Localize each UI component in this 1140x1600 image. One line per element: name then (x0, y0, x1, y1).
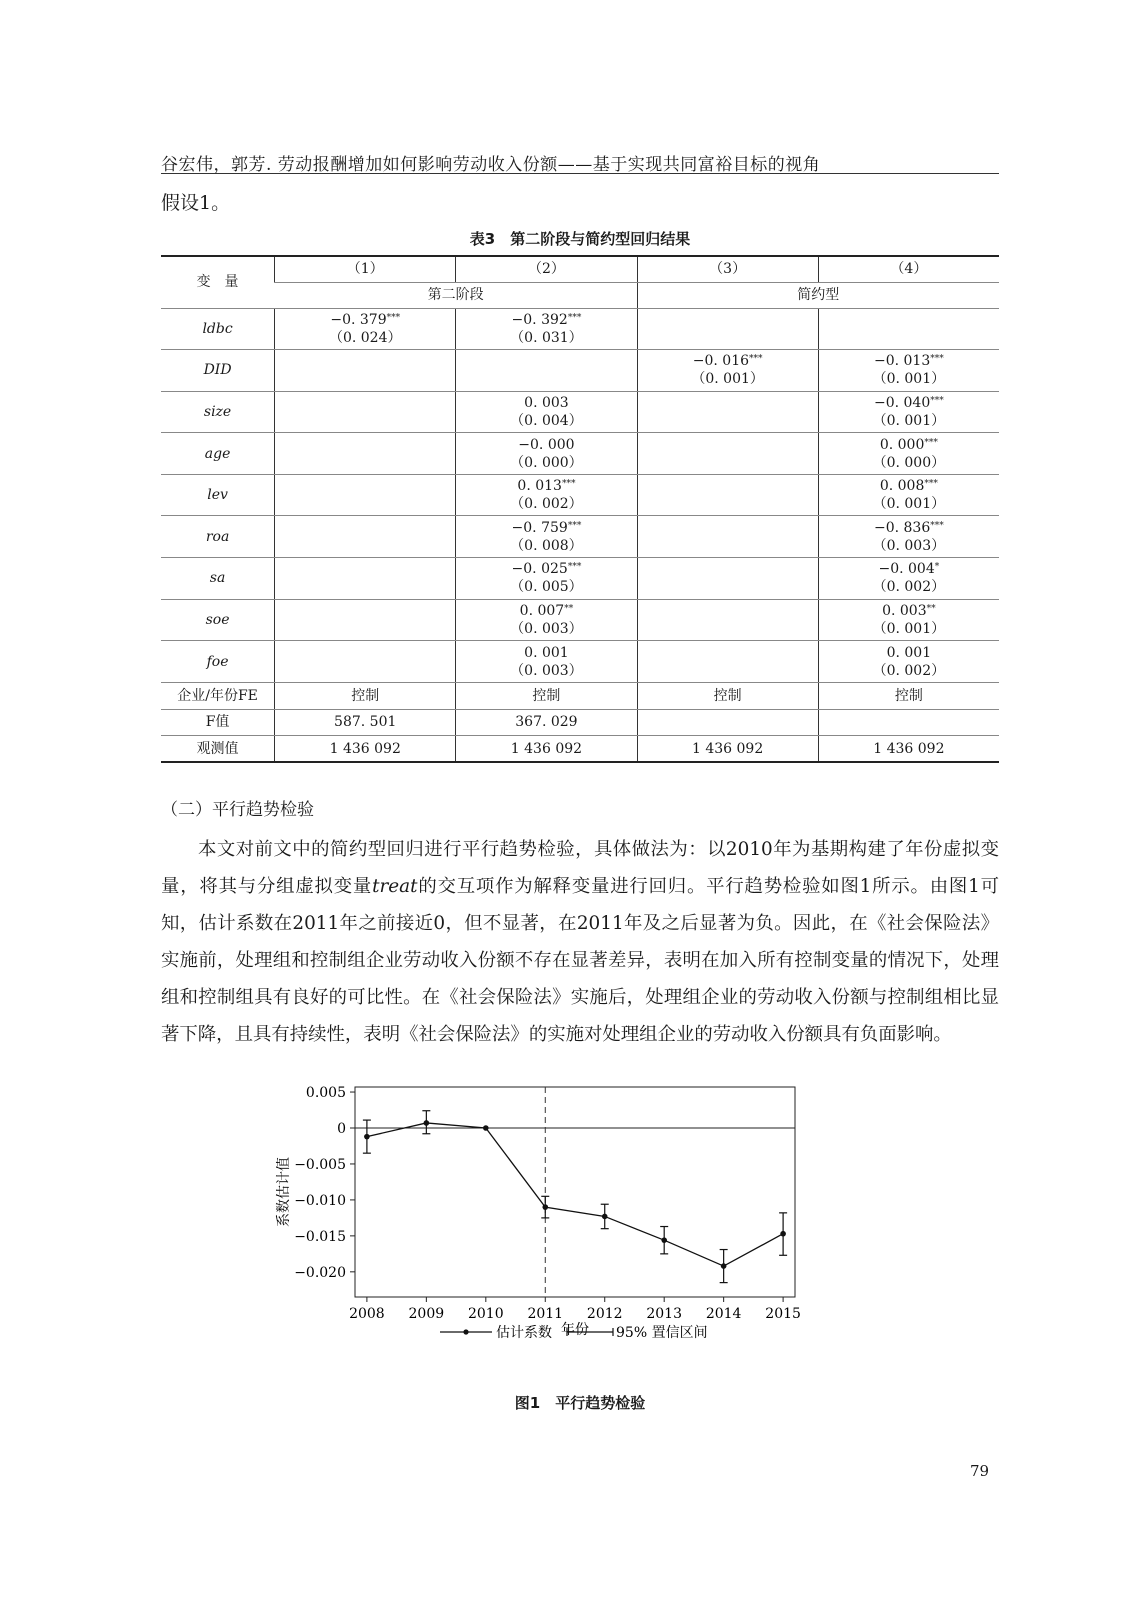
std-error: （0. 001） (872, 371, 946, 388)
footer-cell: 1 436 092 (456, 736, 637, 763)
footer-cell: 控制 (275, 682, 456, 709)
chart-svg (270, 1060, 830, 1390)
coef-cell (637, 350, 818, 392)
coef-cell (275, 558, 456, 600)
coefficient: −0. 004* (878, 561, 940, 578)
coefficient: −0. 040*** (873, 394, 944, 411)
coef-cell (637, 641, 818, 683)
page-number: 79 (970, 1462, 990, 1480)
coefficient-point (602, 1214, 608, 1220)
x-tick-label: 2012 (586, 1306, 623, 1322)
coef-cell (818, 433, 999, 475)
coefficient: −0. 013*** (873, 353, 944, 370)
coef-cell (637, 433, 818, 475)
footer-cell: 1 436 092 (275, 736, 456, 763)
coef-cell (818, 516, 999, 558)
significance-stars: *** (924, 437, 938, 448)
coef-cell (456, 308, 637, 350)
variable-name: lev (161, 474, 275, 516)
coef-cell (275, 391, 456, 433)
coef-cell (275, 641, 456, 683)
std-error: （0. 001） (872, 412, 946, 429)
footer-cell: 1 436 092 (818, 736, 999, 763)
col-header-3: （3） (637, 256, 818, 282)
significance-stars: *** (386, 312, 401, 323)
coef-cell (818, 474, 999, 516)
coef-cell (456, 558, 637, 600)
plot-frame (355, 1087, 795, 1297)
coef-cell (275, 474, 456, 516)
std-error: （0. 008） (510, 537, 583, 554)
coef-cell (637, 474, 818, 516)
coef-cell (818, 558, 999, 600)
coefficient: −0. 016*** (692, 353, 763, 370)
coef-cell (456, 516, 637, 558)
coef-cell (456, 641, 637, 683)
footer-cell: 控制 (456, 682, 637, 709)
x-axis-label: 年份 (561, 1322, 589, 1338)
std-error: （0. 001） (872, 496, 946, 513)
significance-stars: * (934, 562, 940, 573)
std-error: （0. 004） (510, 412, 583, 429)
variable-name: roa (161, 516, 275, 558)
figure-caption: 图1 平行趋势检验 (514, 1394, 646, 1412)
footer-label: 观测值 (161, 736, 275, 763)
coefficient: 0. 001 (524, 644, 569, 661)
body-paragraph: 本文对前文中的简约型回归进行平行趋势检验，具体做法为：以2010年为基期构建了年份虚拟变量，将其与分组虚拟变量treat的交互项作为解释变量进行回归。平行趋势检验如图1所示。由图1可知，估计系数在2011年之前接近0，但不显著，在2011年及之后显著为负。因此，在《社会保险法》实施前，处理组和控制组企业劳动收入份额不存在显著差异，表明在加入所有控制变量的情况下，处理组和控制组具有良好的可比性。在《社会保险法》实施后，处理组企业的劳动收入份额与控制组相比显著下降，且具有持续性，表明《社会保险法》的实施对处理组企业的劳动收入份额具有负面影响。 (161, 839, 999, 1045)
x-tick-label: 2015 (765, 1306, 801, 1322)
footer-label: 企业/年份FE (161, 682, 275, 709)
table-footer-row (161, 709, 999, 736)
std-error: （0. 003） (510, 620, 583, 637)
coef-cell (456, 433, 637, 475)
group-label-reduced-form: 简约型 (637, 282, 999, 308)
significance-stars: *** (567, 312, 582, 323)
table-title: 表3 第二阶段与简约型回归结果 (469, 230, 691, 248)
y-tick-label: −0.005 (294, 1156, 346, 1173)
significance-stars: ** (926, 603, 936, 614)
coef-cell (456, 350, 637, 392)
footer-cell (818, 709, 999, 736)
footer-cell: 控制 (818, 682, 999, 709)
coefficient-point (721, 1263, 727, 1269)
var-header: 变 量 (161, 256, 275, 308)
coefficient: 0. 003 (524, 394, 569, 411)
y-tick-label: 0.005 (305, 1085, 346, 1102)
table-header-row (161, 256, 999, 282)
footer-cell: 控制 (637, 682, 818, 709)
coefficient-point (780, 1231, 786, 1237)
col-header-1: （1） (275, 256, 456, 282)
coefficient: −0. 379*** (330, 311, 401, 328)
coefficient: 0. 001 (886, 644, 932, 661)
significance-stars: *** (561, 479, 576, 490)
variable-name: foe (161, 641, 275, 683)
std-error: （0. 024） (328, 329, 402, 346)
variable-name: ldbc (161, 308, 275, 350)
x-tick-label: 2011 (527, 1306, 564, 1322)
variable-name: sa (161, 558, 275, 600)
variable-name: age (161, 433, 275, 475)
coef-cell (818, 641, 999, 683)
significance-stars: *** (930, 395, 944, 406)
coefficient: −0. 000 (518, 436, 575, 453)
table-row (161, 308, 999, 350)
table-row (161, 433, 999, 475)
significance-stars: *** (924, 479, 938, 490)
coef-cell (818, 308, 999, 350)
std-error: （0. 003） (872, 537, 946, 554)
table-row (161, 641, 999, 683)
significance-stars: *** (567, 520, 582, 531)
coefficient-point (542, 1204, 548, 1210)
std-error: （0. 000） (872, 454, 946, 471)
col-header-2: （2） (456, 256, 637, 282)
coef-cell (456, 474, 637, 516)
y-axis-label: 系数估计值 (276, 1157, 292, 1227)
legend-point-estimate (463, 1329, 468, 1334)
x-tick-label: 2009 (408, 1306, 445, 1322)
table-row (161, 350, 999, 392)
variable-name: DID (161, 350, 275, 392)
y-tick-label: −0.010 (294, 1192, 346, 1209)
group-label-second-stage: 第二阶段 (275, 282, 637, 308)
significance-stars: *** (749, 354, 763, 365)
coefficient: 0. 007** (519, 602, 574, 619)
significance-stars: *** (930, 520, 944, 531)
coefficient-point (483, 1125, 489, 1131)
y-tick-label: −0.015 (294, 1228, 346, 1245)
table-footer-row (161, 736, 999, 763)
coef-cell (818, 391, 999, 433)
std-error: （0. 000） (510, 454, 583, 471)
std-error: （0. 003） (510, 662, 583, 679)
x-tick-label: 2010 (467, 1306, 504, 1322)
table-row (161, 599, 999, 641)
footer-cell: 1 436 092 (637, 736, 818, 763)
coef-cell (275, 350, 456, 392)
std-error: （0. 002） (510, 496, 583, 513)
std-error: （0. 001） (691, 371, 764, 388)
coefficient: 0. 008*** (879, 478, 938, 495)
coef-cell (818, 350, 999, 392)
coefficient: −0. 025*** (511, 561, 582, 578)
footer-cell (637, 709, 818, 736)
parallel-trend-chart (270, 1060, 830, 1390)
coefficient-point (424, 1120, 430, 1126)
coef-cell (456, 391, 637, 433)
coefficient: 0. 000*** (879, 436, 938, 453)
coef-cell (637, 308, 818, 350)
coefficient-point (364, 1134, 370, 1140)
std-error: （0. 002） (872, 579, 946, 596)
coef-cell (275, 433, 456, 475)
table-footer-row (161, 682, 999, 709)
coefficient: −0. 392*** (511, 311, 582, 328)
col-header-4: （4） (818, 256, 999, 282)
significance-stars: ** (564, 603, 574, 614)
coefficient: 0. 013*** (517, 478, 576, 495)
std-error: （0. 002） (872, 662, 946, 679)
table-row (161, 516, 999, 558)
variable-name: size (161, 391, 275, 433)
table-row (161, 391, 999, 433)
footer-cell: 587. 501 (275, 709, 456, 736)
std-error: （0. 031） (510, 329, 583, 346)
variable-treat: treat (372, 876, 418, 897)
coef-cell (456, 599, 637, 641)
y-tick-label: 0 (337, 1120, 346, 1137)
table-row (161, 558, 999, 600)
legend-label-estimate: 估计系数 (496, 1325, 552, 1341)
running-header: 谷宏伟，郭芳. 劳动报酬增加如何影响劳动收入份额——基于实现共同富裕目标的视角 (161, 155, 821, 175)
coefficient: −0. 836*** (873, 519, 944, 536)
section-heading: （二）平行趋势检验 (161, 800, 314, 820)
coef-cell (637, 599, 818, 641)
coef-cell (637, 391, 818, 433)
variable-name: soe (161, 599, 275, 641)
legend-label-ci: 95% 置信区间 (616, 1325, 708, 1341)
footer-label: F值 (161, 709, 275, 736)
table-row (161, 474, 999, 516)
intro-text: 假设1。 (161, 192, 231, 214)
coef-cell (818, 599, 999, 641)
x-tick-label: 2013 (646, 1306, 683, 1322)
regression-table-wrap (161, 255, 999, 763)
y-tick-label: −0.020 (294, 1264, 346, 1281)
regression-table (161, 255, 999, 763)
significance-stars: *** (930, 354, 944, 365)
coef-cell (275, 599, 456, 641)
x-tick-label: 2008 (349, 1306, 385, 1322)
coef-cell (275, 308, 456, 350)
significance-stars: *** (567, 562, 582, 573)
std-error: （0. 005） (510, 579, 583, 596)
table-group-row (161, 282, 999, 308)
coefficient: −0. 759*** (511, 519, 582, 536)
std-error: （0. 001） (872, 620, 946, 637)
x-tick-label: 2014 (705, 1306, 742, 1322)
coef-cell (275, 516, 456, 558)
coefficient-point (661, 1237, 667, 1243)
coefficient: 0. 003** (882, 602, 936, 619)
footer-cell: 367. 029 (456, 709, 637, 736)
header-rule (161, 173, 999, 174)
coefficient-series-line (367, 1123, 783, 1266)
coef-cell (637, 516, 818, 558)
coef-cell (637, 558, 818, 600)
